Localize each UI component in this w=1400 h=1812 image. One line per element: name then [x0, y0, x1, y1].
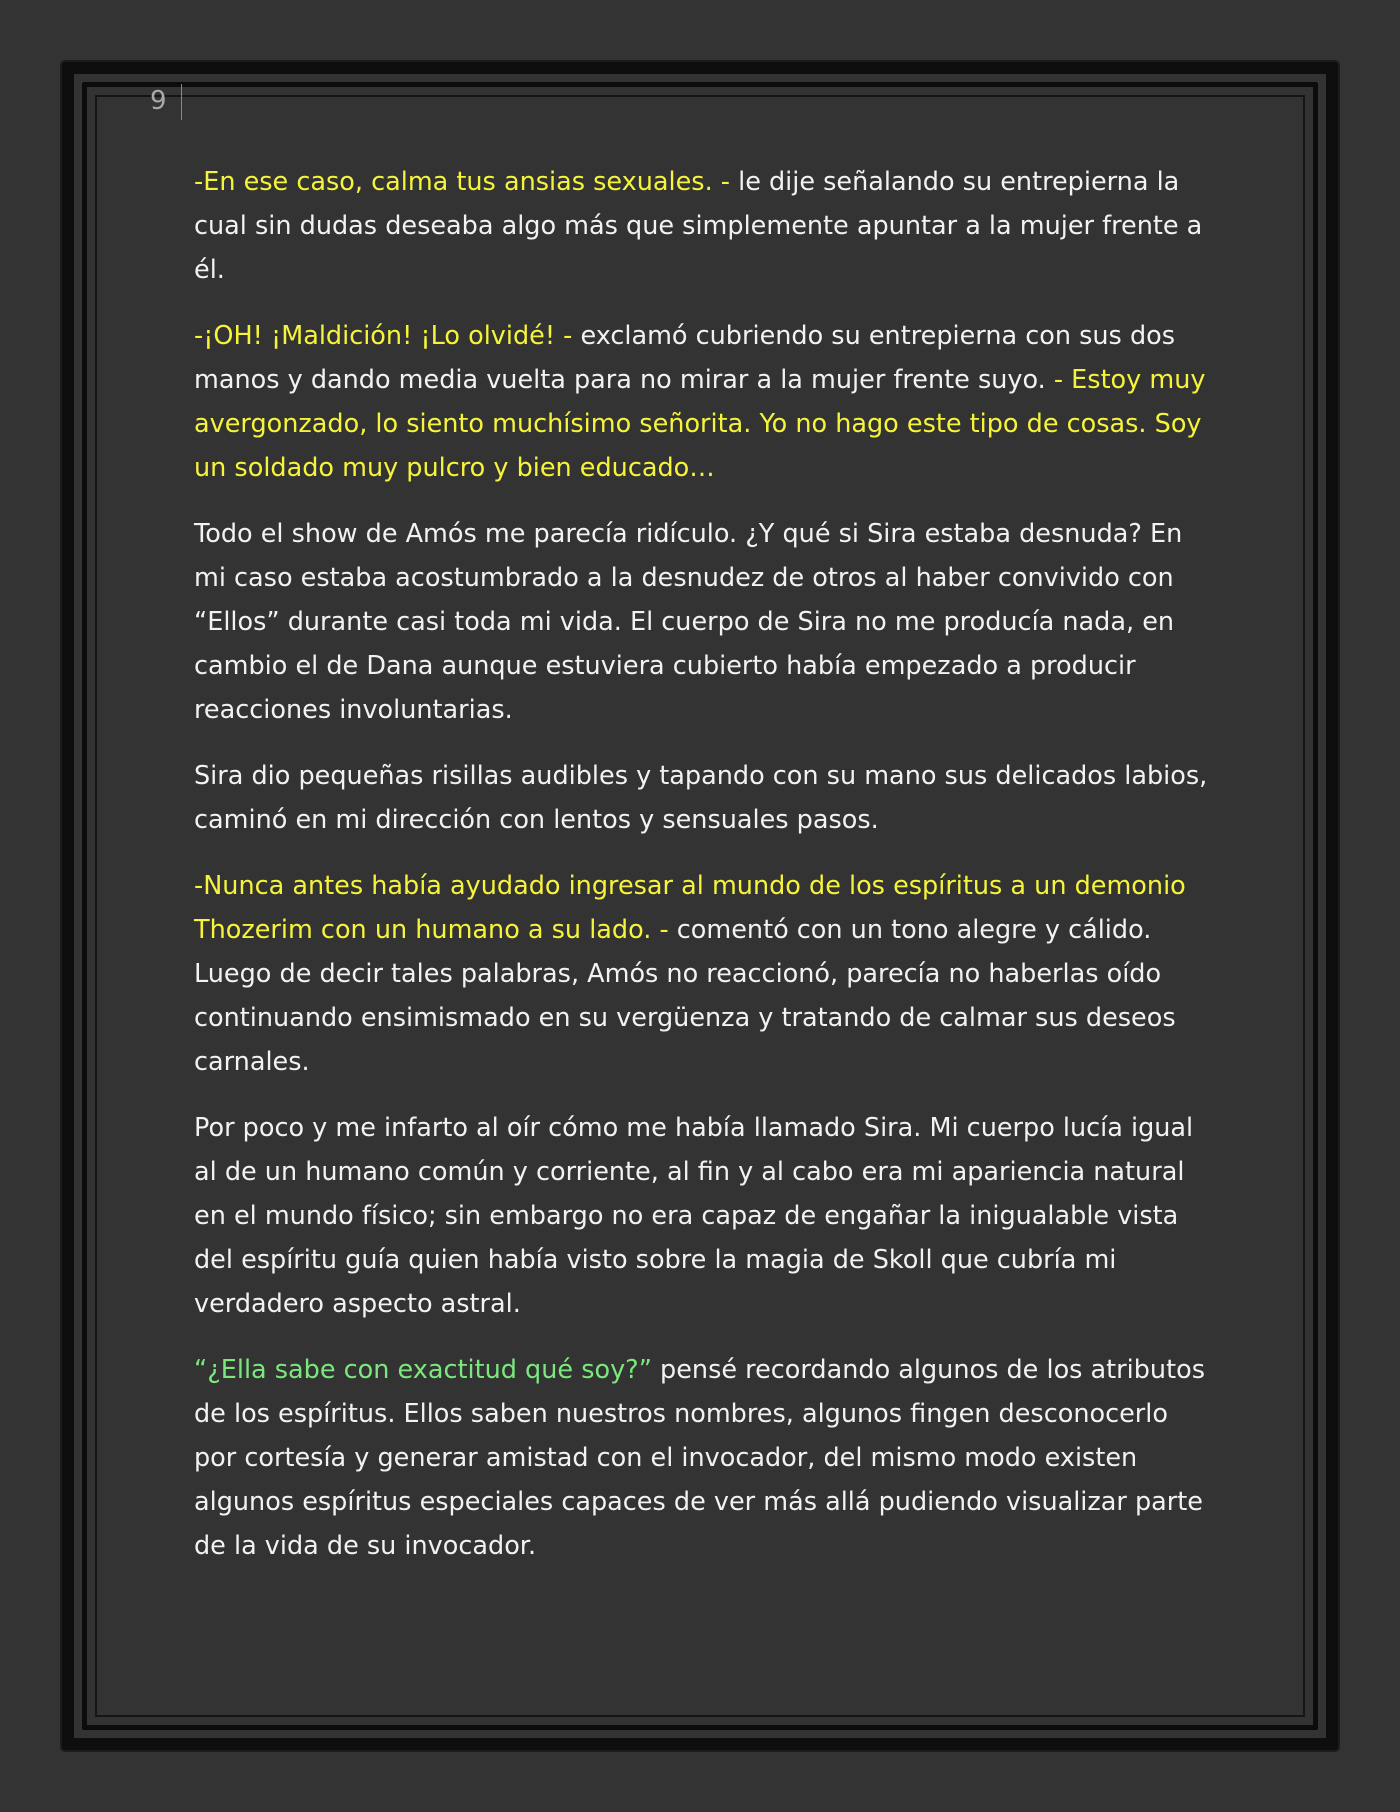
paragraph-5 — [194, 864, 1209, 1084]
paragraph-4 — [194, 754, 1209, 842]
paragraph-1 — [194, 160, 1209, 292]
narration-text: pensé recordando algunos de los atributos de los espíritus. Ellos saben nuestros nombres, algunos fingen desconocerlo por cortesía y generar amistad con el invocador, del mismo modo existen algunos espíritus especiales capaces de ver más allá pudiendo visualizar parte de la vida de su invocador. — [194, 1355, 1205, 1561]
narration-text: Todo el show de Amós me parecía ridículo. ¿Y qué si Sira estaba desnuda? En mi caso estaba acostumbrado a la desnudez de otros al haber convivido con “Ellos” durante casi toda mi vida. El cuerpo de Sira no me producía nada, en cambio el de Dana aunque estuviera cubierto había empezado a producir reacciones involuntarias. — [194, 519, 1183, 725]
narration-text: comentó con un tono alegre y cálido. Luego de decir tales palabras, Amós no reaccionó, parecía no haberlas oído continuando ensimismado en su vergüenza y tratando de calmar sus deseos carnales. — [194, 915, 1176, 1077]
paragraph-3 — [194, 512, 1209, 732]
dialogue-text: -Nunca antes había ayudado ingresar al mundo de los espíritus a un demonio Thozerim con un humano a su lado. - — [194, 871, 1186, 945]
narration-text: exclamó cubriendo su entrepierna con sus dos manos y dando media vuelta para no mirar a la mujer frente suyo. — [194, 321, 1176, 395]
paragraph-2 — [194, 314, 1209, 490]
narration-text: le dije señalando su entrepierna la cual sin dudas deseaba algo más que simplemente apuntar a la mujer frente a él. — [194, 167, 1203, 285]
dialogue-text: - Estoy muy avergonzado, lo siento muchísimo señorita. Yo no hago este tipo de cosas. Soy un soldado muy pulcro y bien educado… — [194, 365, 1206, 483]
dialogue-text: -En ese caso, calma tus ansias sexuales. - — [194, 167, 739, 197]
page-body — [194, 160, 1209, 1590]
paragraph-6 — [194, 1106, 1209, 1326]
narration-text: Por poco y me infarto al oír cómo me había llamado Sira. Mi cuerpo lucía igual al de un humano común y corriente, al fin y al cabo era mi apariencia natural en el mundo físico; sin embargo no era capaz de engañar la inigualable vista del espíritu guía quien había visto sobre la magia de Skoll que cubría mi verdadero aspecto astral. — [194, 1113, 1194, 1319]
page-number-divider — [181, 84, 182, 120]
dialogue-text: -¡OH! ¡Maldición! ¡Lo olvidé! - — [194, 321, 581, 351]
page-number: 9 — [150, 86, 167, 116]
thought-text: “¿Ella sabe con exactitud qué soy?” — [194, 1355, 661, 1385]
paragraph-7 — [194, 1348, 1209, 1568]
narration-text: Sira dio pequeñas risillas audibles y tapando con su mano sus delicados labios, caminó en mi dirección con lentos y sensuales pasos. — [194, 761, 1208, 835]
